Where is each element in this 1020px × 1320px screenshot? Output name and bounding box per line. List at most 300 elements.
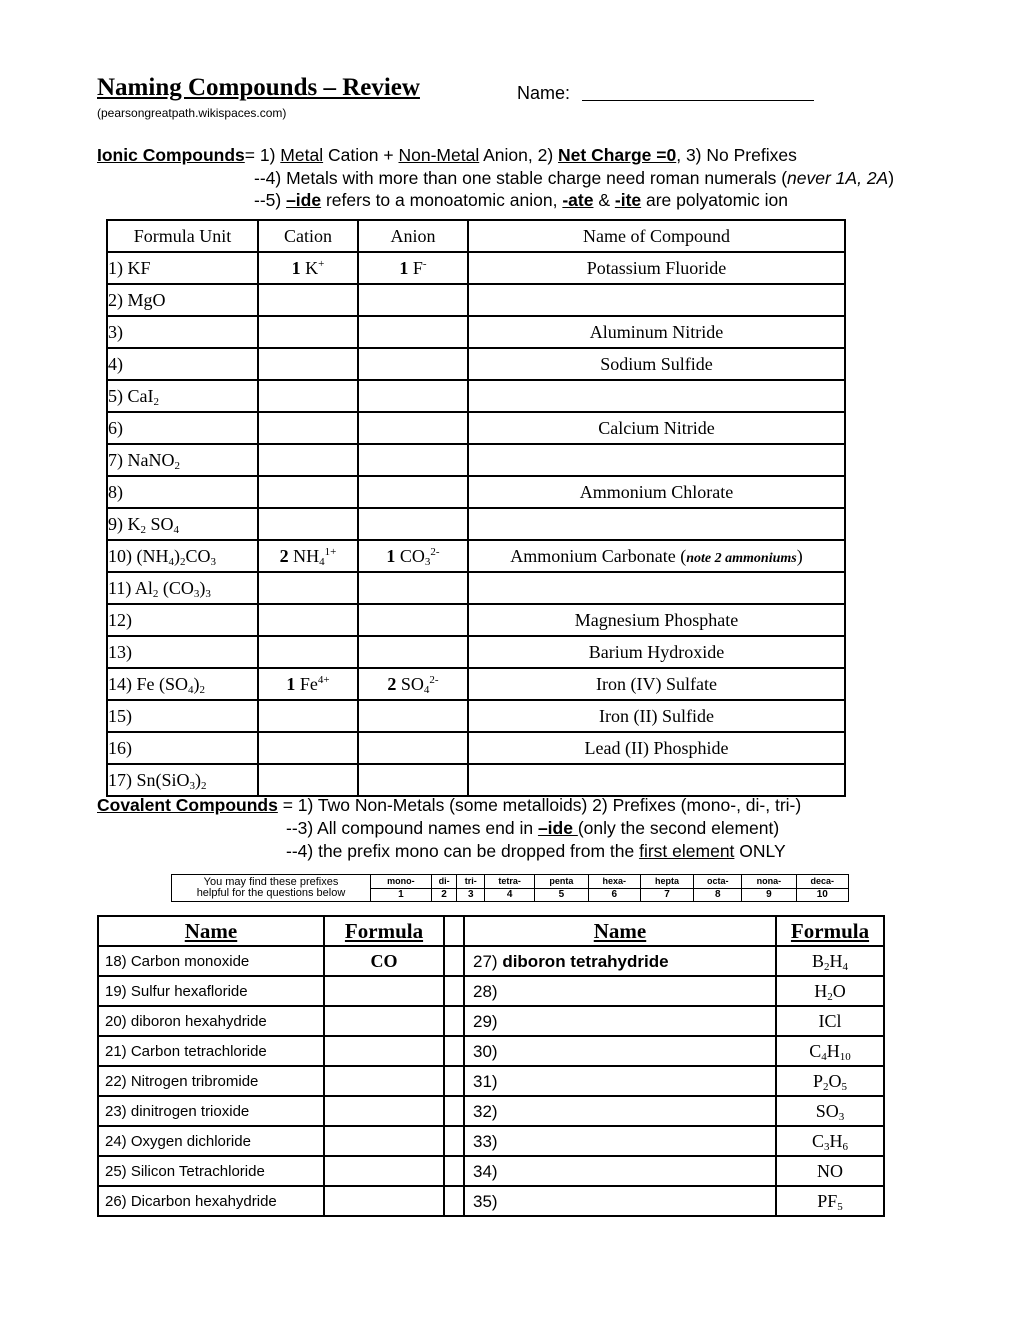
formula-cell[interactable] (107, 572, 258, 604)
formula-subscript: 2 (823, 1081, 829, 1093)
covalent-row (98, 976, 884, 1006)
question-number: 14) (108, 674, 132, 694)
covalent-formula-left[interactable] (324, 1006, 444, 1036)
anion-cell[interactable] (358, 252, 468, 284)
cation-cell[interactable] (258, 252, 358, 284)
formula-cell[interactable] (107, 412, 258, 444)
covalent-formula-left[interactable] (324, 946, 444, 976)
formula-part: ) (199, 578, 206, 598)
cation-ion: NH (293, 546, 320, 566)
prefix-tri: tri- (457, 875, 485, 889)
compound-name-cell[interactable] (468, 508, 845, 540)
compound-name: Ammonium Chlorate (579, 482, 734, 502)
anion-ion: F (412, 258, 423, 278)
column-gap (444, 1006, 464, 1036)
compound-name-cell[interactable] (468, 540, 845, 572)
covalent-name-right[interactable] (464, 1156, 776, 1186)
prefix-deca: deca- (796, 875, 848, 889)
cation-charge: 4+ (317, 674, 330, 686)
anion-cell[interactable] (358, 476, 468, 508)
prefix-row (172, 875, 849, 889)
formula-subscript: 4 (188, 684, 194, 696)
covalent-name-right[interactable] (464, 1006, 776, 1036)
covalent-formula-left[interactable] (324, 1156, 444, 1186)
formula-subscript: 2 (140, 524, 146, 536)
prefix-number: 1 (371, 888, 432, 902)
question-number: 4) (108, 354, 123, 374)
covalent-formula-right (776, 976, 884, 1006)
compound-name-cell[interactable] (468, 700, 845, 732)
formula-subscript: 4 (842, 961, 848, 973)
prefix-number: 7 (640, 888, 693, 902)
compound-name-post: ) (796, 545, 803, 566)
covalent-rule-4: --4) the prefix mono can be dropped from the first element ONLY (286, 841, 786, 861)
formula-part: H (814, 981, 828, 1001)
formula-part: B (811, 951, 824, 971)
question-number: 31) (473, 1071, 498, 1091)
cation-charge: 1+ (324, 546, 337, 558)
formula-subscript: 2 (824, 961, 830, 973)
covalent-formula-right (776, 1066, 884, 1096)
col-cation: Cation (258, 220, 358, 252)
covalent-formula-right (776, 1156, 884, 1186)
ionic-row (107, 508, 845, 540)
col-formula-unit: Formula Unit (107, 220, 258, 252)
prefix-tetra: tetra- (485, 875, 535, 889)
formula-cell[interactable] (107, 668, 258, 700)
compound-name-cell[interactable] (468, 252, 845, 284)
covalent-row (98, 1006, 884, 1036)
anion-cell[interactable] (358, 700, 468, 732)
compound-name: Iron (II) Sulfide (599, 706, 714, 726)
column-gap (444, 1066, 464, 1096)
covalent-name-left: 18) Carbon monoxide (98, 946, 324, 976)
formula-cell[interactable] (107, 764, 258, 796)
prefix-number: 5 (535, 888, 588, 902)
covalent-table (97, 915, 885, 1217)
anion-cell[interactable] (358, 316, 468, 348)
formula-part: C (809, 1041, 822, 1061)
anion-cell[interactable] (358, 380, 468, 412)
prefix-number: 6 (588, 888, 640, 902)
compound-name: diboron tetrahydride (502, 951, 669, 971)
anion-charge: 2- (430, 546, 440, 558)
formula-cell[interactable] (107, 284, 258, 316)
covalent-name-left: 23) dinitrogen trioxide (98, 1096, 324, 1126)
prefix-number: 4 (485, 888, 535, 902)
formula-part: K (127, 514, 141, 534)
covalent-heading: Covalent Compounds (97, 795, 278, 815)
formula-subscript: 6 (842, 1141, 848, 1153)
formula-subscript: 4 (821, 1051, 827, 1063)
cation-cell[interactable] (258, 348, 358, 380)
formula-part: C (811, 1131, 824, 1151)
compound-name: Ammonium Carbonate ( (510, 545, 687, 566)
question-number: 5) (108, 386, 123, 406)
covalent-formula-right (776, 1126, 884, 1156)
formula-part: NaNO (127, 450, 175, 470)
cation-cell[interactable] (258, 508, 358, 540)
covalent-rule-3: --3) All compound names end in –ide (only the second element) (286, 818, 780, 838)
covalent-name-left: 22) Nitrogen tribromide (98, 1066, 324, 1096)
ionic-row (107, 316, 845, 348)
cation-cell[interactable] (258, 444, 358, 476)
anion-subscript: 3 (424, 556, 431, 568)
cation-coefficient: 2 (279, 546, 289, 566)
anion-cell[interactable] (358, 284, 468, 316)
formula-subscript: 5 (841, 1081, 847, 1093)
cation-cell[interactable] (258, 636, 358, 668)
cation-cell[interactable] (258, 668, 358, 700)
name-label: Name: (517, 83, 571, 103)
compound-name: Lead (II) Phosphide (584, 738, 729, 758)
question-number: 12) (108, 610, 132, 630)
ionic-row (107, 284, 845, 316)
covalent-row (98, 1126, 884, 1156)
prefix-number: 8 (694, 888, 742, 902)
formula-cell[interactable] (107, 348, 258, 380)
compound-name: Barium Hydroxide (588, 642, 725, 662)
formula-part: ICl (818, 1011, 842, 1031)
cation-charge: + (318, 258, 325, 270)
covalent-row (98, 1036, 884, 1066)
compound-name-cell[interactable] (468, 284, 845, 316)
col-anion: Anion (358, 220, 468, 252)
covalent-formula-left[interactable] (324, 1066, 444, 1096)
formula-part: CO (185, 546, 211, 566)
formula-subscript: 2 (827, 991, 833, 1003)
cation-cell[interactable] (258, 284, 358, 316)
prefix-nona: nona- (742, 875, 796, 889)
covalent-rule-1: Covalent Compounds = 1) Two Non-Metals (some metalloids) 2) Prefixes (mono-, di-, tri-) (97, 795, 802, 815)
cation-ion: Fe (299, 674, 318, 694)
covalent-row (98, 1156, 884, 1186)
covalent-header-row (98, 916, 884, 946)
prefix-number: 3 (457, 888, 485, 902)
question-number: 13) (108, 642, 132, 662)
question-number: 9) (108, 514, 123, 534)
covalent-formula-left[interactable] (324, 1186, 444, 1216)
cation-subscript: 4 (319, 556, 325, 568)
compound-name: Iron (IV) Sulfate (596, 674, 717, 694)
anion-cell[interactable] (358, 444, 468, 476)
anion-cell[interactable] (358, 572, 468, 604)
covalent-row (98, 946, 884, 976)
anion-charge: - (422, 258, 427, 270)
formula-subscript: 3 (193, 588, 200, 600)
compound-name-cell[interactable] (468, 604, 845, 636)
anion-cell[interactable] (358, 732, 468, 764)
ionic-rule-1: Ionic Compounds= 1) Metal Cation + Non-Metal Anion, 2) Net Charge =0, 3) No Prefixes (97, 145, 797, 165)
covalent-formula-right (776, 1096, 884, 1126)
prefix-label: You may find these prefixes helpful for the questions below (172, 875, 371, 902)
ionic-row (107, 380, 845, 412)
compound-name: Aluminum Nitride (589, 322, 724, 342)
question-number: 7) (108, 450, 123, 470)
question-number: 8) (108, 482, 123, 502)
anion-cell[interactable] (358, 412, 468, 444)
covalent-name-left: 25) Silicon Tetrachloride (98, 1156, 324, 1186)
ionic-rule-4: --4) Metals with more than one stable charge need roman numerals (never 1A, 2A) (254, 168, 895, 188)
question-number: 35) (473, 1191, 498, 1211)
formula-cell[interactable] (107, 732, 258, 764)
prefix-penta: penta (535, 875, 588, 889)
prefix-hepta: hepta (640, 875, 693, 889)
ionic-header-row (107, 220, 845, 252)
source-credit: (pearsongreatpath.wikispaces.com) (97, 106, 287, 120)
column-gap (444, 1036, 464, 1066)
question-number: 28) (473, 981, 498, 1001)
compound-name-cell[interactable] (468, 412, 845, 444)
question-number: 30) (473, 1041, 498, 1061)
ionic-row (107, 572, 845, 604)
anion-cell[interactable] (358, 636, 468, 668)
prefix-di: di- (431, 875, 457, 889)
covalent-formula-right (776, 946, 884, 976)
formula-subscript: 2 (153, 396, 159, 408)
formula-cell[interactable] (107, 316, 258, 348)
question-number: 2) (108, 290, 123, 310)
question-number: 11) (108, 578, 132, 598)
ionic-row (107, 476, 845, 508)
covalent-formula-left[interactable] (324, 976, 444, 1006)
formula-part: O (832, 981, 846, 1001)
covalent-name-left: 24) Oxygen dichloride (98, 1126, 324, 1156)
formula-part: PF (817, 1191, 838, 1211)
cation-cell[interactable] (258, 380, 358, 412)
formula-part: NO (817, 1161, 843, 1181)
covalent-name-right[interactable] (464, 1036, 776, 1066)
question-number: 33) (473, 1131, 498, 1151)
formula-cell[interactable] (107, 508, 258, 540)
covalent-formula-right (776, 1006, 884, 1036)
question-number: 15) (108, 706, 132, 726)
covalent-name-left: 26) Dicarbon hexahydride (98, 1186, 324, 1216)
cation-cell[interactable] (258, 316, 358, 348)
prefix-mono: mono- (371, 875, 432, 889)
question-number: 27) (473, 951, 498, 971)
formula-part: ) (174, 546, 180, 566)
anion-cell[interactable] (358, 540, 468, 572)
ionic-row (107, 444, 845, 476)
formula-subscript: 2 (152, 588, 159, 600)
question-number: 10) (108, 546, 132, 566)
compound-name: Magnesium Phosphate (574, 610, 739, 630)
covalent-row (98, 1066, 884, 1096)
covalent-name-right[interactable] (464, 1186, 776, 1216)
formula-text: MgO (127, 290, 166, 310)
compound-name-cell[interactable] (468, 476, 845, 508)
formula-subscript: 2 (201, 780, 207, 792)
question-number: 1) (108, 258, 123, 278)
formula-subscript: 5 (837, 1201, 843, 1213)
covalent-name-right[interactable] (464, 946, 776, 976)
name-field-line[interactable] (582, 100, 814, 101)
prefix-hexa: hexa- (588, 875, 640, 889)
ionic-heading: Ionic Compounds (97, 145, 245, 165)
prefix-table (171, 874, 849, 902)
prefix-number: 9 (742, 888, 796, 902)
ionic-row (107, 604, 845, 636)
cation-coefficient: 1 (291, 258, 301, 278)
anion-cell[interactable] (358, 604, 468, 636)
covalent-name-right[interactable] (464, 1066, 776, 1096)
covalent-formula-right (776, 1036, 884, 1066)
formula-part: Fe (SO (136, 674, 189, 694)
compound-name-cell[interactable] (468, 732, 845, 764)
covalent-name-right[interactable] (464, 976, 776, 1006)
question-number: 3) (108, 322, 123, 342)
ionic-row (107, 636, 845, 668)
compound-name-cell[interactable] (468, 764, 845, 796)
anion-coefficient: 1 (399, 258, 409, 278)
formula-cell[interactable] (107, 604, 258, 636)
cation-cell[interactable] (258, 540, 358, 572)
cation-cell[interactable] (258, 732, 358, 764)
prefix-number: 10 (796, 888, 848, 902)
compound-name: Potassium Fluoride (586, 258, 727, 278)
formula-part: ) (195, 770, 202, 790)
compound-name: Calcium Nitride (598, 418, 715, 438)
anion-cell[interactable] (358, 764, 468, 796)
formula-part: H (826, 1041, 840, 1061)
compound-name: Sodium Sulfide (600, 354, 713, 374)
covalent-row (98, 1096, 884, 1126)
column-gap (444, 1156, 464, 1186)
anion-cell[interactable] (358, 508, 468, 540)
compound-name-cell[interactable] (468, 444, 845, 476)
cation-cell[interactable] (258, 412, 358, 444)
formula-subscript: 4 (173, 524, 180, 536)
ionic-rule-5: --5) –ide refers to a monoatomic anion, -ate & -ite are polyatomic ion (254, 190, 789, 210)
ionic-table (106, 219, 846, 797)
anion-ion: SO (400, 674, 424, 694)
formula-part: O (828, 1071, 842, 1091)
cation-cell[interactable] (258, 700, 358, 732)
page-title: Naming Compounds – Review (97, 74, 420, 101)
formula-subscript: 2 (174, 460, 180, 472)
formula-part: H (829, 951, 843, 971)
covalent-formula-left[interactable] (324, 1036, 444, 1066)
formula-subscript: 10 (839, 1051, 851, 1063)
ionic-row (107, 252, 845, 284)
prefix-number: 2 (431, 888, 457, 902)
formula-part: (NH (136, 546, 169, 566)
covalent-formula-left[interactable] (324, 1096, 444, 1126)
covalent-formula-left[interactable] (324, 1126, 444, 1156)
column-gap (444, 1126, 464, 1156)
question-number: 29) (473, 1011, 498, 1031)
compound-name-note: note 2 ammoniums (686, 550, 797, 566)
compound-name-cell[interactable] (468, 572, 845, 604)
formula-subscript: 3 (189, 780, 196, 792)
col-formula-left: Formula (324, 916, 444, 946)
col-name-right: Name (464, 916, 776, 946)
col-name-left: Name (98, 916, 324, 946)
formula-part: SO (146, 514, 174, 534)
anion-cell[interactable] (358, 668, 468, 700)
anion-ion: CO (399, 546, 425, 566)
cation-cell[interactable] (258, 476, 358, 508)
formula-part: Al (134, 578, 153, 598)
formula-part: P (812, 1071, 823, 1091)
ionic-row (107, 732, 845, 764)
compound-name-cell[interactable] (468, 380, 845, 412)
formula-cell[interactable] (107, 636, 258, 668)
covalent-formula-right (776, 1186, 884, 1216)
column-gap (444, 1186, 464, 1216)
cation-cell[interactable] (258, 604, 358, 636)
ionic-row (107, 700, 845, 732)
formula-part: SO (815, 1101, 839, 1121)
formula-part: CaI (127, 386, 154, 406)
formula-subscript: 3 (838, 1111, 845, 1123)
formula-subscript: 2 (180, 556, 186, 568)
formula-subscript: 3 (205, 588, 211, 600)
anion-cell[interactable] (358, 348, 468, 380)
compound-name-cell[interactable] (468, 316, 845, 348)
formula-subscript: 3 (210, 556, 217, 568)
cation-cell[interactable] (258, 572, 358, 604)
question-number: 32) (473, 1101, 498, 1121)
formula-cell[interactable] (107, 700, 258, 732)
compound-name-cell[interactable] (468, 636, 845, 668)
covalent-name-right[interactable] (464, 1096, 776, 1126)
formula-part: H (829, 1131, 843, 1151)
formula-part: Sn(SiO (136, 770, 190, 790)
covalent-name-left: 21) Carbon tetrachloride (98, 1036, 324, 1066)
question-number: 34) (473, 1161, 498, 1181)
anion-subscript: 4 (423, 684, 430, 696)
formula-subscript: 3 (824, 1141, 830, 1153)
ionic-row (107, 668, 845, 700)
formula-part: (CO (158, 578, 194, 598)
anion-coefficient: 1 (386, 546, 396, 566)
column-gap (444, 1096, 464, 1126)
formula-text: CO (370, 951, 398, 971)
question-number: 16) (108, 738, 132, 758)
column-gap (444, 976, 464, 1006)
column-gap (444, 916, 464, 946)
col-formula-right: Formula (776, 916, 884, 946)
cation-coefficient: 1 (286, 674, 296, 694)
covalent-name-left: 19) Sulfur hexafloride (98, 976, 324, 1006)
formula-cell[interactable] (107, 252, 258, 284)
formula-cell[interactable] (107, 444, 258, 476)
formula-subscript: 4 (168, 556, 174, 568)
compound-name-cell[interactable] (468, 668, 845, 700)
cation-cell[interactable] (258, 764, 358, 796)
anion-coefficient: 2 (387, 674, 397, 694)
compound-name-cell[interactable] (468, 348, 845, 380)
formula-text: KF (127, 258, 151, 278)
formula-subscript: 2 (199, 684, 206, 696)
ionic-row (107, 348, 845, 380)
ionic-row (107, 764, 845, 796)
formula-cell[interactable] (107, 476, 258, 508)
column-gap (444, 946, 464, 976)
formula-cell[interactable] (107, 540, 258, 572)
question-number: 17) (108, 770, 132, 790)
cation-ion: K (305, 258, 319, 278)
covalent-name-right[interactable] (464, 1126, 776, 1156)
col-name-of-compound: Name of Compound (468, 220, 845, 252)
ionic-row (107, 540, 845, 572)
covalent-row (98, 1186, 884, 1216)
question-number: 6) (108, 418, 123, 438)
covalent-name-left: 20) diboron hexahydride (98, 1006, 324, 1036)
formula-cell[interactable] (107, 380, 258, 412)
